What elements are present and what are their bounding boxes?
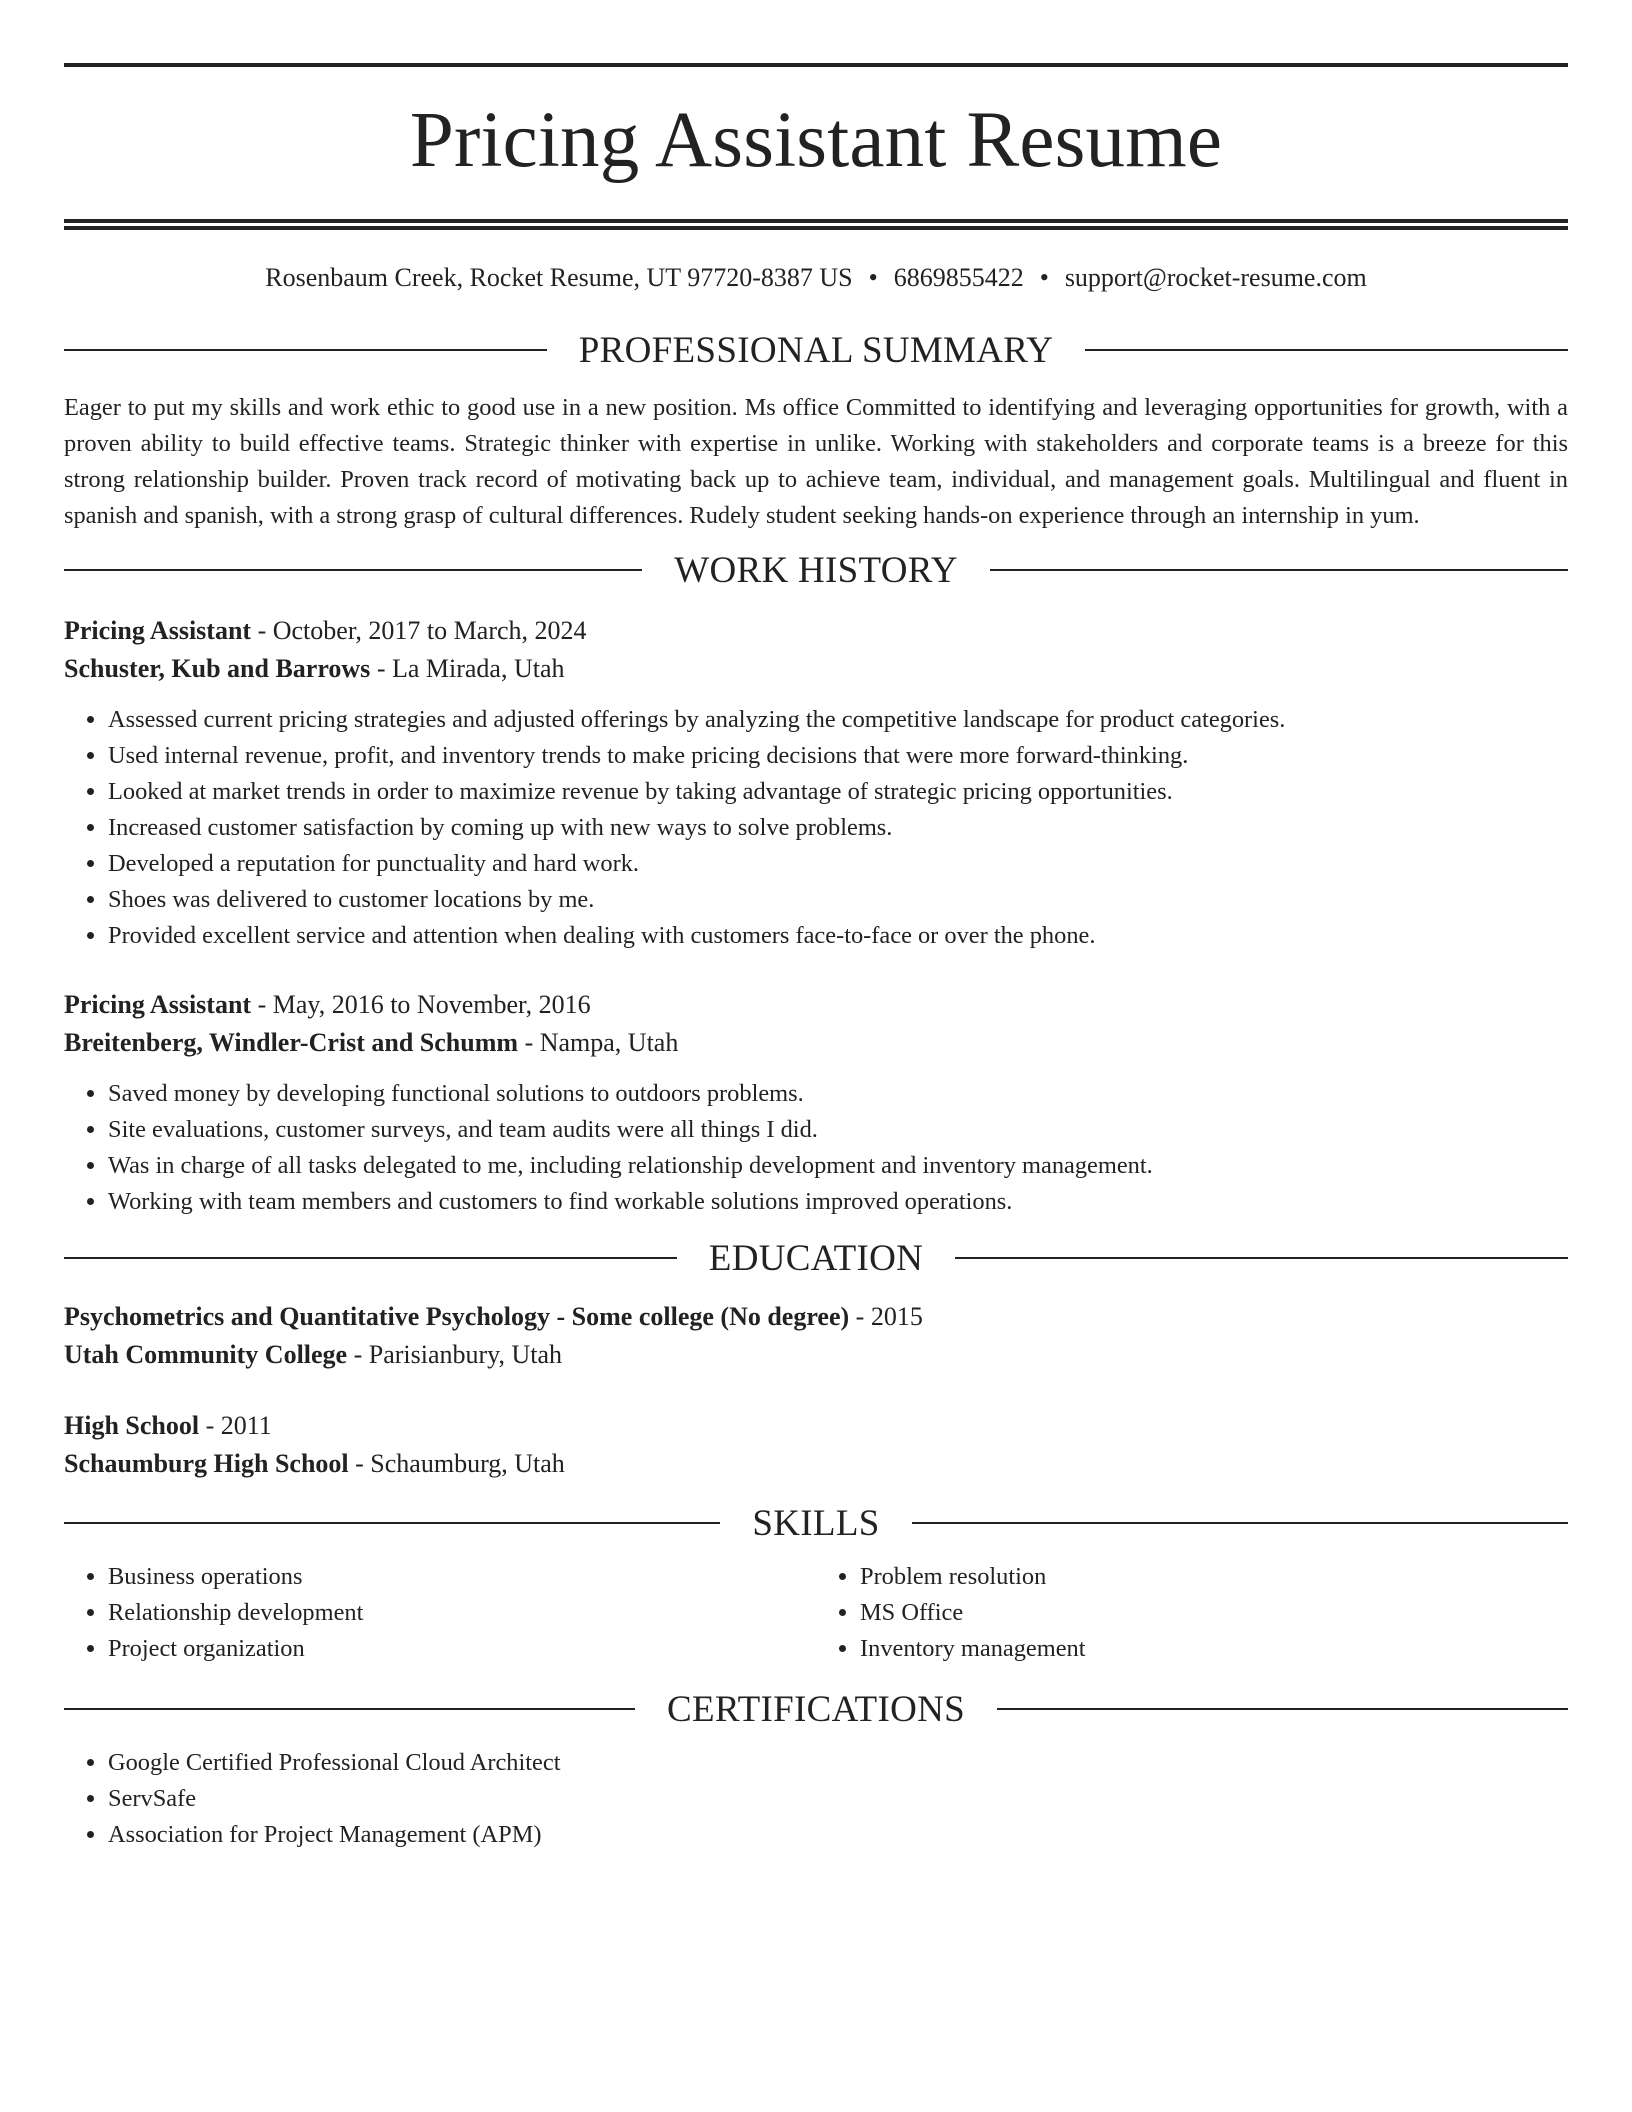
divider	[64, 569, 642, 571]
job-title-line	[64, 612, 1568, 650]
section-header-certifications	[64, 1687, 1568, 1731]
job-dates: - May, 2016 to November, 2016	[251, 990, 591, 1019]
education-year: - 2015	[849, 1302, 923, 1331]
divider	[64, 349, 547, 351]
list-item: • Used internal revenue, profit, and inventory trends to make pricing decisions that were more forward-thinking.	[108, 738, 1568, 774]
education-location: - Parisianbury, Utah	[347, 1340, 563, 1369]
list-item: • Looked at market trends in order to maximize revenue by taking advantage of strategic pricing opportunities.	[108, 774, 1568, 810]
job-location: - La Mirada, Utah	[370, 654, 565, 683]
section-title-skills: SKILLS	[752, 1502, 880, 1544]
divider	[1085, 349, 1568, 351]
job-bullets	[64, 702, 1568, 954]
divider	[64, 1708, 635, 1710]
education-school-line	[64, 1445, 1568, 1483]
job-entry	[64, 986, 1568, 1220]
title-double-rule	[64, 219, 1568, 230]
education-degree: High School	[64, 1411, 200, 1440]
divider	[64, 1257, 677, 1259]
skills-grid	[64, 1559, 1568, 1667]
job-location: - Nampa, Utah	[518, 1028, 679, 1057]
list-item: • MS Office	[860, 1595, 1568, 1631]
list-item: • Business operations	[108, 1559, 816, 1595]
section-title-summary: PROFESSIONAL SUMMARY	[578, 329, 1054, 371]
list-item: • Increased customer satisfaction by coming up with new ways to solve problems.	[108, 810, 1568, 846]
section-title-work: WORK HISTORY	[674, 549, 958, 591]
job-company: Breitenberg, Windler-Crist and Schumm	[64, 1028, 519, 1057]
list-item: • Was in charge of all tasks delegated to me, including relationship development and inventory management.	[108, 1148, 1568, 1184]
divider	[997, 1708, 1568, 1710]
list-item: • Developed a reputation for punctuality and hard work.	[108, 846, 1568, 882]
job-bullets	[64, 1076, 1568, 1220]
list-item: • Working with team members and customers to find workable solutions improved operations.	[108, 1184, 1568, 1220]
contact-phone: 6869855422	[893, 263, 1024, 292]
education-school-line	[64, 1336, 1568, 1374]
education-location: - Schaumburg, Utah	[348, 1449, 565, 1478]
job-dates: - October, 2017 to March, 2024	[251, 616, 587, 645]
education-school: Utah Community College	[64, 1340, 348, 1369]
contact-separator: •	[1039, 263, 1049, 292]
certifications-list	[64, 1745, 1568, 1853]
list-item: • ServSafe	[108, 1781, 1568, 1817]
skills-list-left	[64, 1559, 816, 1667]
divider	[990, 569, 1568, 571]
list-item: • Problem resolution	[860, 1559, 1568, 1595]
job-company-line	[64, 650, 1568, 688]
list-item: • Relationship development	[108, 1595, 816, 1631]
divider	[912, 1522, 1568, 1524]
education-degree-line	[64, 1407, 1568, 1445]
job-title: Pricing Assistant	[64, 990, 252, 1019]
section-title-education: EDUCATION	[708, 1237, 924, 1279]
section-header-skills	[64, 1501, 1568, 1545]
list-item: • Provided excellent service and attention when dealing with customers face-to-face or over the phone.	[108, 918, 1568, 954]
education-degree: Psychometrics and Quantitative Psychology - Some college (No degree)	[64, 1302, 850, 1331]
job-company: Schuster, Kub and Barrows	[64, 654, 371, 683]
education-entry	[64, 1407, 1568, 1483]
section-title-certifications: CERTIFICATIONS	[667, 1688, 965, 1730]
resume-title: Pricing Assistant Resume	[409, 97, 1223, 184]
education-school: Schaumburg High School	[64, 1449, 349, 1478]
list-item: • Site evaluations, customer surveys, and team audits were all things I did.	[108, 1112, 1568, 1148]
skills-list-right	[816, 1559, 1568, 1667]
section-header-work	[64, 548, 1568, 592]
job-entry	[64, 612, 1568, 954]
top-rule	[64, 63, 1568, 67]
list-item: • Inventory management	[860, 1631, 1568, 1667]
contact-line	[64, 260, 1568, 296]
list-item: • Saved money by developing functional solutions to outdoors problems.	[108, 1076, 1568, 1112]
contact-email: support@rocket-resume.com	[1064, 263, 1367, 292]
contact-separator: •	[868, 263, 878, 292]
list-item: • Assessed current pricing strategies and adjusted offerings by analyzing the competitive landscape for product categories.	[108, 702, 1568, 738]
divider	[955, 1257, 1568, 1259]
list-item: • Association for Project Management (APM)	[108, 1817, 1568, 1853]
contact-address: Rosenbaum Creek, Rocket Resume, UT 97720-8387 US	[265, 263, 853, 292]
list-item: • Shoes was delivered to customer locations by me.	[108, 882, 1568, 918]
job-company-line	[64, 1024, 1568, 1062]
list-item: • Project organization	[108, 1631, 816, 1667]
education-year: - 2011	[199, 1411, 272, 1440]
education-entry	[64, 1298, 1568, 1374]
job-title: Pricing Assistant	[64, 616, 252, 645]
summary-text: Eager to put my skills and work ethic to good use in a new position. Ms office Committed to identifying and leveraging opportunities for growth, with a proven ability to build effective teams. Strategic thinker with expertise in unlike. Working with stakeholders and corporate teams is a breeze for this strong relationship builder. Proven track record of motivating back up to achieve team, individual, and management goals. Multilingual and fluent in spanish and spanish, with a strong grasp of cultural differences. Rudely student seeking hands-on experience through an internship in yum.	[64, 394, 1568, 529]
section-header-education	[64, 1236, 1568, 1280]
education-degree-line	[64, 1298, 1568, 1336]
job-title-line	[64, 986, 1568, 1024]
divider	[64, 1522, 720, 1524]
section-header-summary	[64, 328, 1568, 372]
list-item: • Google Certified Professional Cloud Architect	[108, 1745, 1568, 1781]
